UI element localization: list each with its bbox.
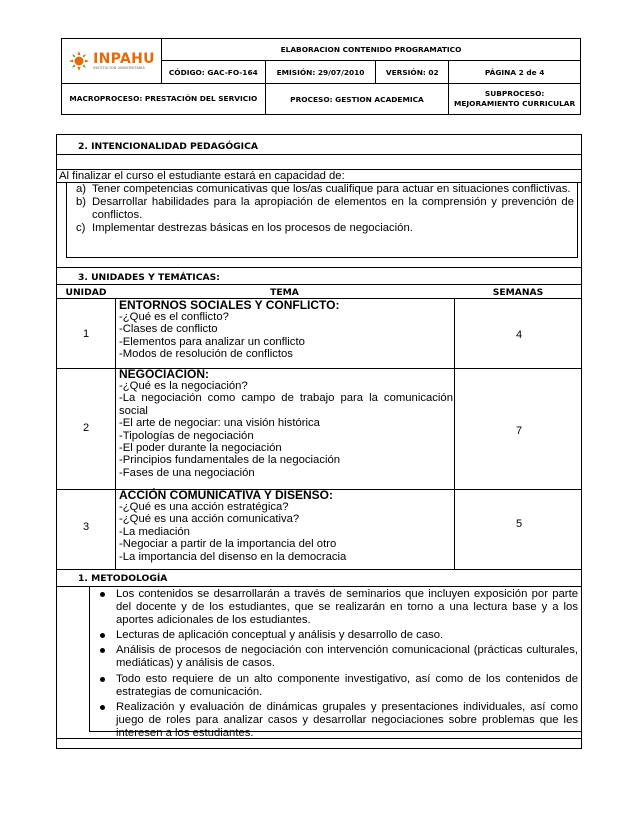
- document-header: [61, 38, 581, 115]
- inpahu-logo: [64, 50, 159, 72]
- list-item: Los contenidos se desarrollarán a través de seminarios que incluyen exposición por parte del docente y de los estudiantes, que se realizarán en torno a una lectura base y a los aportes adicionales de los estudiantes.: [98, 588, 578, 627]
- tema-heading: ENTORNOS SOCIALES Y CONFLICTO:: [119, 298, 340, 312]
- emision-cell: EMISIÓN: 29/07/2010: [265, 61, 376, 84]
- tema-heading: NEGOCIACION:: [119, 367, 209, 381]
- content-frame: [56, 134, 582, 749]
- section-title-intencionalidad: 2. INTENCIONALIDAD PEDAGÓGICA: [78, 141, 258, 152]
- list-item: a) Tener competencias comunicativas que los/as cualifique para actuar en situaciones conflictivas.: [76, 183, 571, 195]
- tema-item: -Tipologías de negociación: [119, 429, 254, 442]
- list-item: Todo esto requiere de un alto componente investigativo, así como de los contenidos de estrategias de comunicación.: [98, 673, 578, 699]
- tema-item: -Modos de resolución de conflictos: [119, 348, 293, 361]
- column-header-tema: TEMA: [270, 287, 299, 298]
- tema-item: -La negociación como campo de trabajo para la comunicación social: [119, 392, 453, 417]
- tema-item: -El arte de negociar: una visión histórica: [119, 417, 320, 430]
- tema-item: -Fases de una negociación: [119, 466, 255, 479]
- macroproceso-cell: MACROPROCESO: PRESTACIÓN DEL SERVICIO: [62, 84, 266, 115]
- semanas-value: 5: [515, 518, 523, 530]
- semanas-value: 4: [515, 329, 523, 341]
- intencionalidad-intro: Al finalizar el curso el estudiante estará en capacidad de:: [59, 170, 345, 182]
- column-header-semanas: SEMANAS: [492, 287, 544, 298]
- table-row: [57, 298, 581, 368]
- tema-cell: [119, 490, 453, 563]
- codigo-cell: CÓDIGO: GAC-FO-164: [161, 61, 265, 84]
- metodologia-list: [98, 588, 578, 742]
- tema-item: -¿Qué es una acción comunicativa?: [119, 513, 300, 526]
- tema-cell: [119, 300, 453, 361]
- version-cell: VERSIÓN: 02: [376, 61, 449, 84]
- bullet-icon: [100, 648, 105, 653]
- unidad-number: 2: [82, 422, 90, 434]
- sun-logo-icon: [68, 50, 90, 72]
- pagina-cell: PÁGINA 2 de 4: [449, 61, 581, 84]
- bullet-icon: [100, 592, 105, 597]
- column-header-unidad: UNIDAD: [65, 287, 107, 298]
- logo-name: INPAHU: [93, 50, 155, 67]
- tema-cell: [119, 369, 453, 479]
- table-row: [57, 368, 581, 489]
- intencionalidad-list: [76, 183, 574, 235]
- document-title: ELABORACION CONTENIDO PROGRAMATICO: [161, 39, 580, 61]
- bullet-icon: [100, 633, 105, 638]
- table-row: [57, 489, 581, 569]
- logo-cell: [62, 39, 162, 84]
- unidad-number: 3: [82, 521, 90, 533]
- subproceso-cell: SUBPROCESO: MEJORAMIENTO CURRICULAR: [449, 84, 581, 115]
- bullet-icon: [100, 705, 105, 710]
- tema-item: -¿Qué es el conflicto?: [119, 311, 229, 323]
- list-item: Realización y evaluación de dinámicas grupales y presentaciones individuales, así como juego de roles para analizar casos y desarrollar negociaciones sobre problemas que les interesen a los estudiantes.: [98, 701, 578, 740]
- tema-heading: ACCIÓN COMUNICATIVA Y DISENSO:: [119, 488, 334, 502]
- section-title-unidades: 3. UNIDADES Y TEMÁTICAS:: [78, 272, 220, 283]
- tema-item: -El poder durante la negociación: [119, 442, 282, 455]
- list-item: c) Implementar destrezas básicas en los procesos de negociación.: [76, 222, 413, 234]
- tema-item: -¿Qué es la negociación?: [119, 380, 248, 392]
- unidad-number: 1: [82, 328, 90, 340]
- proceso-cell: PROCESO: GESTION ACADEMICA: [265, 84, 449, 115]
- tema-item: -¿Qué es una acción estratégica?: [119, 501, 289, 513]
- tema-item: -La mediación: [119, 525, 190, 538]
- semanas-value: 7: [515, 425, 523, 437]
- tema-item: -Clases de conflicto: [119, 323, 218, 336]
- tema-item: -La importancia del disenso en la democracia: [119, 550, 347, 563]
- list-item: Análisis de procesos de negociación con intervención comunicacional (prácticas culturales, mediáticas) y análisis de casos.: [98, 644, 578, 670]
- tema-item: -Principios fundamentales de la negociación: [119, 454, 341, 467]
- logo-subtitle: INSTITUCIÓN UNIVERSITARIA: [93, 65, 145, 70]
- section-title-metodologia: 1. METODOLOGÍA: [78, 573, 168, 584]
- list-item: b) Desarrollar habilidades para la apropiación de elementos en la comprensión y prevención de conflictos.: [76, 196, 574, 221]
- bullet-icon: [100, 677, 105, 682]
- tema-item: -Negociar a partir de la importancia del otro: [119, 538, 337, 551]
- list-item: Lecturas de aplicación conceptual y análisis y desarrollo de caso.: [98, 629, 578, 642]
- tema-item: -Elementos para analizar un conflicto: [119, 335, 305, 348]
